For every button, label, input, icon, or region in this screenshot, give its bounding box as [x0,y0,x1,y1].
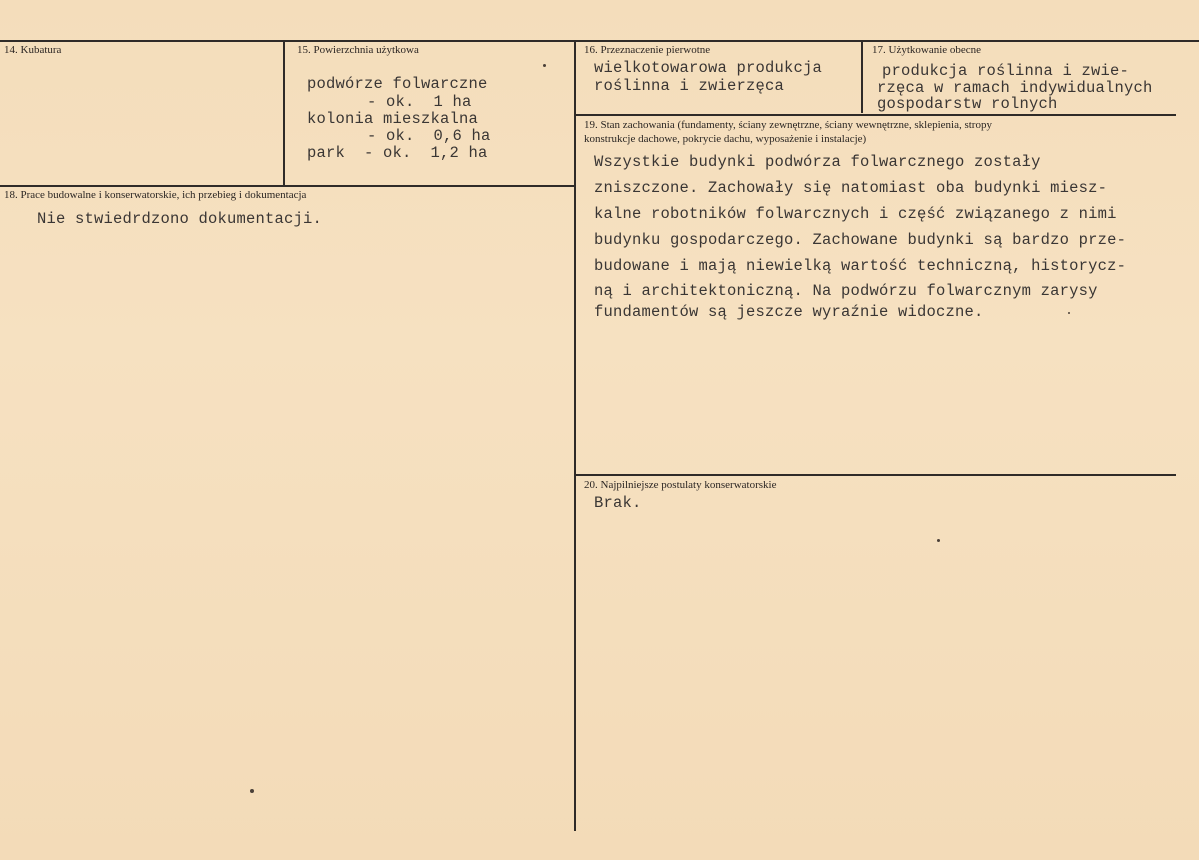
field-15-line: park - ok. 1,2 ha [307,144,488,162]
field-19-line: fundamentów są jeszcze wyraźnie widoczne. [594,303,984,321]
field-20-line: Brak. [594,494,642,512]
field-19-label-line2: konstrukcje dachowe, pokrycie dachu, wyposażenie i instalacje) [584,133,867,145]
field-20-label: 20. Najpilniejsze postulaty konserwatorskie [584,479,777,491]
field-15-line: - ok. 1 ha [329,93,472,111]
field-18-line: Nie stwiedrdzono dokumentacji. [37,210,323,228]
field-19-line: budynku gospodarczego. Zachowane budynki są bardzo prze- [594,231,1127,249]
field-15-line: podwórze folwarczne [307,75,488,93]
field-19-label-line1: 19. Stan zachowania (fundamenty, ściany zewnętrzne, ściany wewnętrzne, sklepienia, stropy [584,119,992,131]
field-19-line: budowane i mają niewielką wartość techniczną, historycz- [594,257,1127,275]
paper-speck [543,64,546,67]
field-15-label: 15. Powierzchnia użytkowa [297,44,419,56]
field-15-line: - ok. 0,6 ha [329,127,491,145]
field-19-line: Wszystkie budynki podwórza folwarcznego zostały [594,153,1041,171]
field-19-line: zniszczone. Zachowały się natomiast oba budynki miesz- [594,179,1108,197]
field-19-line: kalne robotników folwarcznych i część związanego z nimi [594,205,1117,223]
field-17-line: gospodarstw rolnych [877,95,1058,113]
top-border-line [0,40,1199,42]
field-17-label: 17. Użytkowanie obecne [872,44,982,56]
field-17-line: rzęca w ramach indywidualnych [877,79,1153,97]
field-16-label: 16. Przeznaczenie pierwotne [584,44,711,56]
row1-bottom-line-right [576,114,1176,116]
field-19-line: ną i architektoniczną. Na podwórzu folwarcznym zarysy [594,282,1098,300]
paper-speck [1068,312,1070,314]
field-17-line: produkcja roślinna i zwie- [882,62,1130,80]
field-18-label: 18. Prace budowalne i konserwatorskie, ich przebieg i dokumentacja [4,189,307,201]
field-15-line: kolonia mieszkalna [307,110,479,128]
field-16-line: roślinna i zwierzęca [594,77,785,95]
divider-16-17 [861,41,863,113]
divider-14-15 [283,41,285,185]
paper-speck [937,539,940,542]
field-16-line: wielkotowarowa produkcja [594,59,823,77]
field-14-label: 14. Kubatura [4,44,62,56]
row1-bottom-line-left [0,185,574,187]
paper-speck [250,789,254,793]
section19-bottom-line [576,474,1176,476]
center-divider [574,41,576,831]
